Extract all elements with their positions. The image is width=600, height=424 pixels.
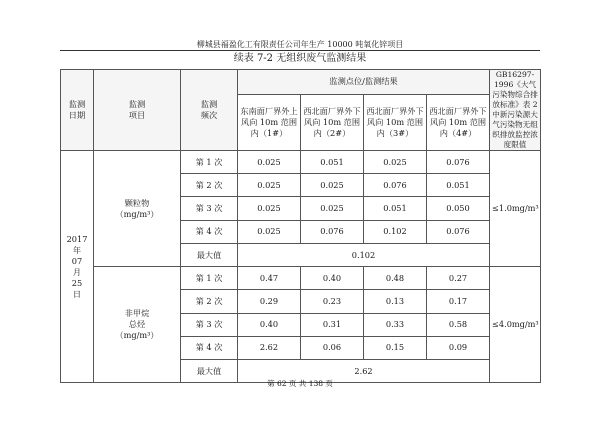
item-cell: 非甲烷 总烃 （mg/m³） xyxy=(94,267,181,383)
value-cell: 0.17 xyxy=(427,290,490,313)
date-cell: 2017 年 07 月 25 日 xyxy=(61,151,94,383)
value-cell: 0.025 xyxy=(364,151,427,174)
value-cell: 0.33 xyxy=(364,313,427,336)
value-cell: 0.48 xyxy=(364,267,427,290)
value-cell: 2.62 xyxy=(238,336,301,359)
frequency-cell: 第 4 次 xyxy=(181,220,238,243)
value-cell: 0.025 xyxy=(238,151,301,174)
value-cell: 0.025 xyxy=(301,197,364,220)
frequency-cell: 第 1 次 xyxy=(181,151,238,174)
value-cell: 0.076 xyxy=(427,220,490,243)
header-point-4: 西北面厂界外下风向 10m 范围内（4#） xyxy=(427,94,490,150)
value-cell: 0.051 xyxy=(427,174,490,197)
value-cell: 0.076 xyxy=(301,220,364,243)
max-label-cell: 最大值 xyxy=(181,360,238,383)
frequency-cell: 第 3 次 xyxy=(181,313,238,336)
limit-cell: ≤1.0mg/m³ xyxy=(490,151,541,267)
max-label-cell: 最大值 xyxy=(181,243,238,266)
table-caption: 续表 7-2 无组织废气监测结果 xyxy=(233,53,367,64)
frequency-cell: 第 4 次 xyxy=(181,336,238,359)
header-limit: GB16297-1996《大气污染物综合排放标准》表 2 中新污染源大气污染物无组织排放监控浓度限值 xyxy=(490,70,541,151)
frequency-cell: 第 2 次 xyxy=(181,290,238,313)
document-header: 柳城县福盈化工有限责任公司年生产 10000 吨氧化锌项目 xyxy=(196,40,404,49)
value-cell: 0.050 xyxy=(427,197,490,220)
item-cell: 颗粒物 （mg/m³） xyxy=(94,151,181,267)
frequency-cell: 第 3 次 xyxy=(181,197,238,220)
value-cell: 0.076 xyxy=(427,151,490,174)
header-point-2: 西北面厂界外下风向 10m 范围内（2#） xyxy=(301,94,364,150)
value-cell: 0.58 xyxy=(427,313,490,336)
monitoring-results-table xyxy=(60,69,541,383)
header-frequency: 监测 频次 xyxy=(181,70,238,151)
max-value-cell: 0.102 xyxy=(238,243,490,266)
value-cell: 0.025 xyxy=(238,220,301,243)
value-cell: 0.40 xyxy=(238,313,301,336)
max-value-cell: 2.62 xyxy=(238,360,490,383)
page-footer: 第 62 页 共 138 页 xyxy=(267,379,333,388)
table-row xyxy=(61,267,541,290)
value-cell: 0.025 xyxy=(238,174,301,197)
value-cell: 0.29 xyxy=(238,290,301,313)
table-row xyxy=(61,151,541,174)
header-item: 监测 项目 xyxy=(94,70,181,151)
value-cell: 0.051 xyxy=(301,151,364,174)
limit-cell: ≤4.0mg/m³ xyxy=(490,267,541,383)
header-rule xyxy=(60,50,540,51)
value-cell: 0.06 xyxy=(301,336,364,359)
header-points: 监测点位/监测结果 xyxy=(238,70,490,95)
header-point-1: 东南面厂界外上风向 10m 范围内（1#） xyxy=(238,94,301,150)
value-cell: 0.27 xyxy=(427,267,490,290)
value-cell: 0.13 xyxy=(364,290,427,313)
value-cell: 0.40 xyxy=(301,267,364,290)
value-cell: 0.23 xyxy=(301,290,364,313)
value-cell: 0.102 xyxy=(364,220,427,243)
value-cell: 0.051 xyxy=(364,197,427,220)
value-cell: 0.47 xyxy=(238,267,301,290)
value-cell: 0.025 xyxy=(238,197,301,220)
value-cell: 0.31 xyxy=(301,313,364,336)
value-cell: 0.15 xyxy=(364,336,427,359)
value-cell: 0.076 xyxy=(364,174,427,197)
header-point-3: 西北面厂界外下风向 10m 范围内（3#） xyxy=(364,94,427,150)
value-cell: 0.09 xyxy=(427,336,490,359)
frequency-cell: 第 1 次 xyxy=(181,267,238,290)
header-date: 监测 日期 xyxy=(61,70,94,151)
value-cell: 0.025 xyxy=(301,174,364,197)
frequency-cell: 第 2 次 xyxy=(181,174,238,197)
